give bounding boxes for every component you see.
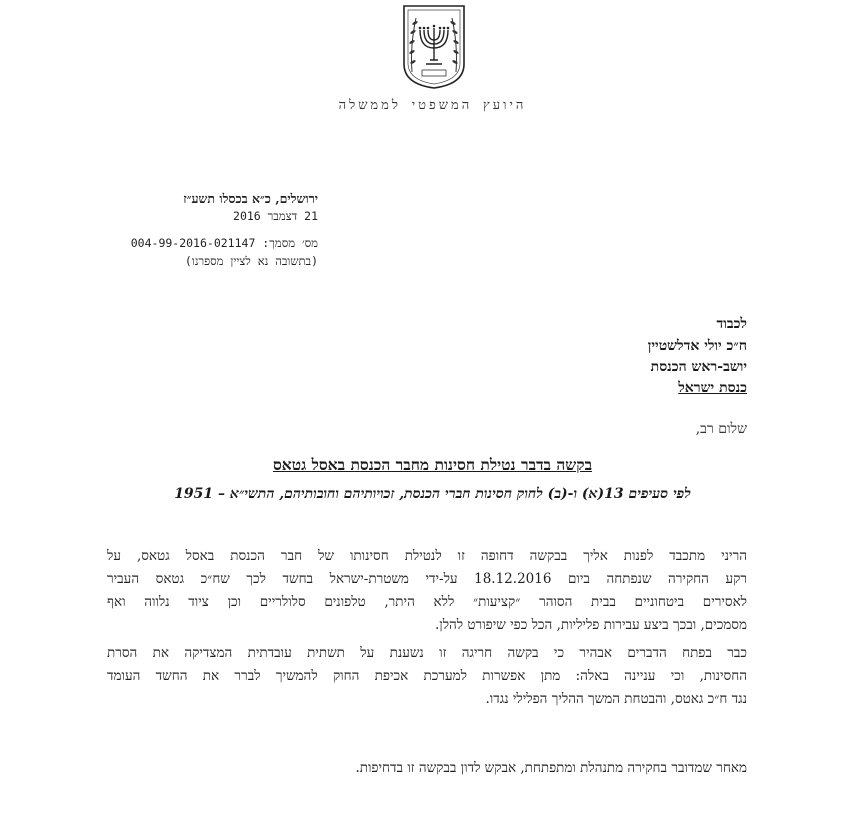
- letter-subtitle: לפי סעיפים 13(א) ו-(ב) לחוק חסינות חברי הכנסת, זכויותיהם וחובותיהם, התשי״א – 1951: [174, 486, 691, 502]
- addressee-salutation: לכבוד: [716, 316, 747, 332]
- paragraph-3: [107, 760, 747, 783]
- paragraph-2: [107, 645, 747, 714]
- paragraph-line: מסמכים, ובכך ביצע עבירות פליליות, הכל כפי שיפורט להלן.: [434, 617, 747, 633]
- paragraph-line: נגד ח״כ גאטס, והבטחת המשך ההליך הפלילי נגדו.: [485, 691, 747, 707]
- addressee-name: ח״כ יולי אדלשטיין: [647, 338, 747, 354]
- paragraph-line: כבר בפתח הדברים אבהיר כי בקשה חריגה זו נשענת על תשתית עובדתית המצדיקה את הסרת: [107, 645, 747, 661]
- addressee-institution: כנסת ישראל: [678, 380, 747, 396]
- office-title: היועץ המשפטי לממשלה: [338, 98, 527, 113]
- document-reference: מס׳ מסמך: 004-99-2016-021147: [130, 236, 318, 250]
- paragraph-line: מאחר שמדובר בחקירה מתנהלת ומתפתחת, אבקש לדון בבקשה זו בדחיפות.: [355, 760, 747, 776]
- paragraph-line: הריני מתכבד לפנות אליך בבקשה דחופה זו לנטילת חסינותו של חבר הכנסת באסל גטאס, על: [107, 548, 747, 564]
- reply-note: (בתשובה נא לציין מספרנו): [184, 254, 318, 268]
- addressee-title: יושב-ראש הכנסת: [650, 359, 747, 375]
- gregorian-date: 21 דצמבר 2016: [233, 209, 318, 223]
- letter-subject: בקשה בדבר נטילת חסינות מחבר הכנסת באסל גטאס: [272, 455, 593, 474]
- paragraph-line: החסינות, וכי עניינה באלה: מתן אפשרות למערכת אכיפת החוק להמשיך לברר את החשד העומד: [107, 668, 747, 684]
- greeting: שלום רב,: [695, 421, 747, 437]
- hebrew-date: ירושלים, כ״א בכסלו תשע״ז: [183, 191, 318, 206]
- paragraph-1: [107, 548, 747, 640]
- paragraph-line: רקע החקירה שנפתחה ביום 18.12.2016 על-ידי משטרת-ישראל בחשד לכך שח״כ גטאס העביר: [107, 571, 747, 587]
- emblem-icon: [398, 2, 470, 90]
- paragraph-line: לאסירים ביטחוניים בבית הסוהר ״קציעות״ ללא היתר, טלפונים סלולריים וכן ציוד נלווה ואף: [107, 594, 747, 610]
